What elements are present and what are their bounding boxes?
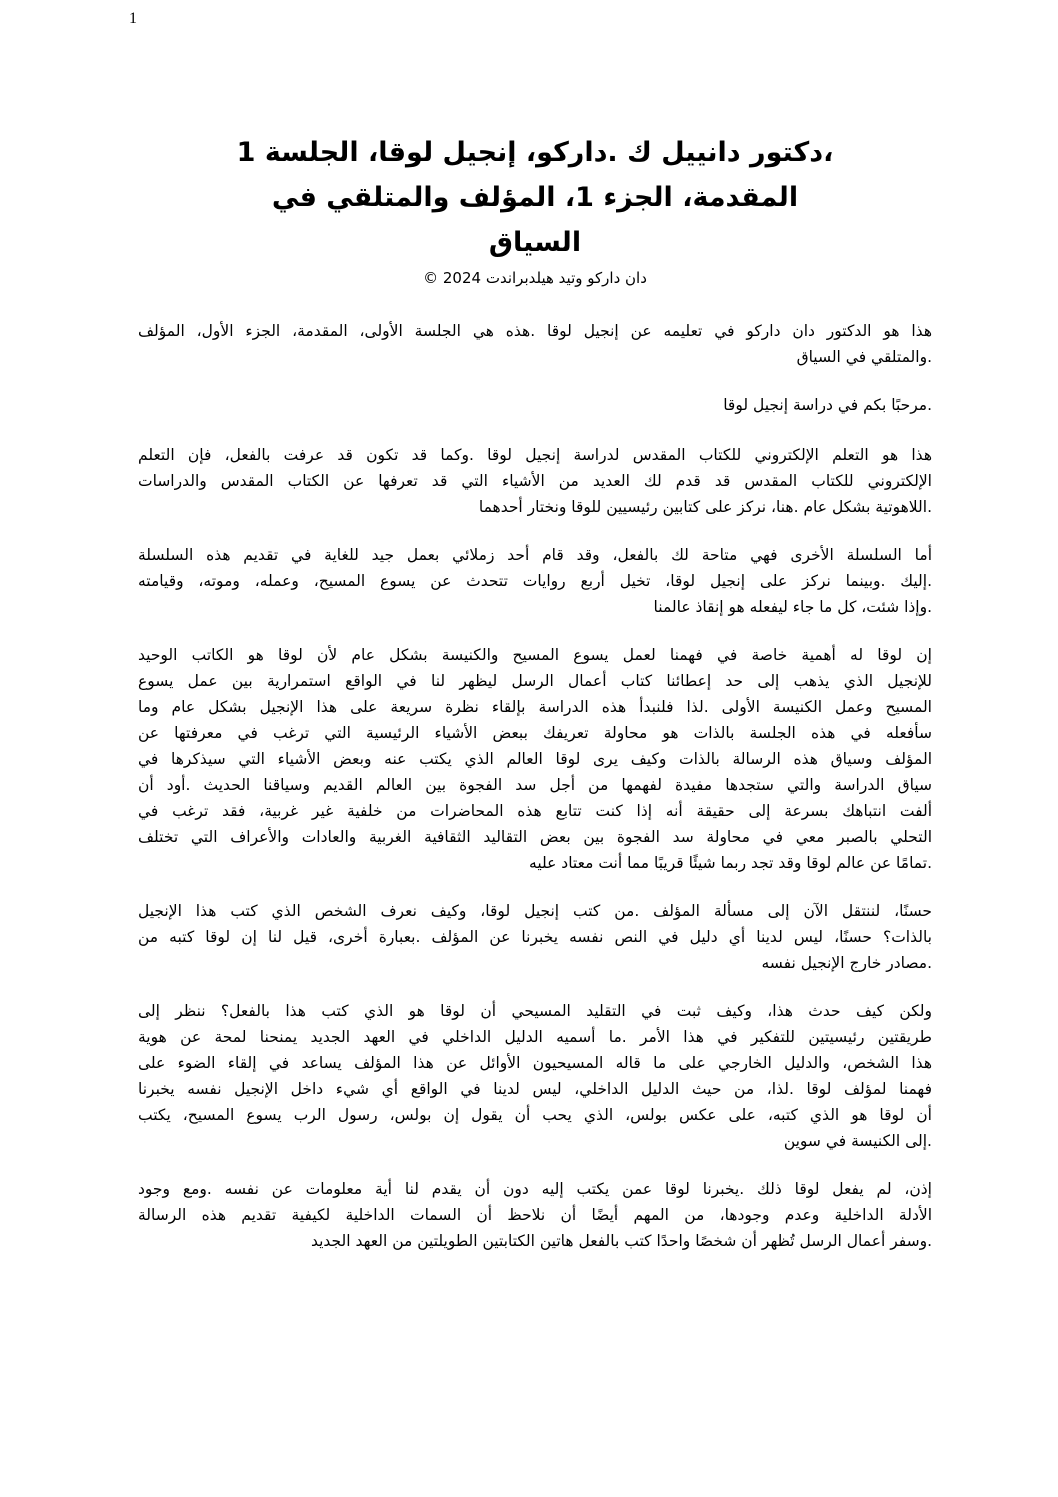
- text-line: .مصادر خارج الإنجيل نفسه: [761, 954, 932, 972]
- text-line: سياق الدراسة والتي ستجدها مفيدة لفهمها من أجل سد الفجوة بين العالم القديم وسياقنا الحديث .أود أن: [138, 776, 932, 794]
- title-line: السياق: [488, 227, 582, 258]
- paragraph: [138, 642, 932, 876]
- text-line: .إلى الكنيسة في سوين: [783, 1132, 932, 1150]
- text-line: فهمنا لمؤلف لوقا .لذا، من حيث الدليل الداخلي، ليس لدينا في الواقع أي شيء داخل الإنجيل نفسه يخبرنا: [138, 1080, 932, 1098]
- text-line: ولكن كيف حدث هذا، وكيف ثبت في التقليد المسيحي أن لوقا هو الذي كتب هذا بالفعل؟ ننظر إلى: [138, 1002, 932, 1020]
- text-line: بالذات؟ حسنًا، ليس لدينا أي دليل في النص نفسه يخبرنا عن المؤلف .بعبارة أخرى، قيل لنا إن لوقا كتبه من: [138, 928, 932, 946]
- text-line: التحلي بالصبر معي في محاولة سد الفجوة بين بعض التقاليد الثقافية الغربية والعادات والأعراف التي تختلف: [138, 828, 932, 846]
- text-line: هذا هو الدكتور دان داركو في تعليمه عن إنجيل لوقا .هذه هي الجلسة الأولى، المقدمة، الجزء الأول، المؤلف: [138, 322, 932, 340]
- text-line: إذن، لم يفعل لوقا ذلك .يخبرنا لوقا عمن يكتب إليه دون أن يقدم لنا أية معلومات عن نفسه .ومع وجود: [138, 1180, 932, 1198]
- paragraph: [138, 542, 932, 620]
- paragraph: [138, 998, 932, 1154]
- text-line: سأفعله في هذه الجلسة بالذات هو محاولة تعريفك ببعض الأشياء الرئيسية التي ترغب في معرفتها عن: [138, 724, 932, 742]
- text-line: .اللاهوتية بشكل عام .هنا، نركز على كتابين رئيسيين للوقا ونختار أحدهما: [478, 498, 932, 516]
- text-line: المسيح وعمل الكنيسة الأولى .لذا فلنبدأ هذه الدراسة بإلقاء نظرة سريعة على هذا الإنجيل بشكل عام وما: [138, 698, 932, 716]
- title-line: ،دكتور دانييل ك .داركو، إنجيل لوقا، الجلسة 1: [236, 137, 834, 168]
- copyright-line: دان داركو وتيد هيلدبراندت 2024 ©: [423, 269, 647, 287]
- paragraph: [138, 898, 932, 976]
- text-line: للإنجيل الذي يذهب إلى حد إعطائنا كتاب أعمال الرسل ليظهر لنا في الواقع استمرارية بين عمل يسوع: [138, 672, 932, 690]
- text-line: المؤلف وسياق هذه الرسالة بالذات وكيف يرى لوقا العالم الذي يكتب عنه وبعض الأشياء التي سيذكرها في: [138, 750, 932, 768]
- text-line: ألفت انتباهك بسرعة إلى حقيقة أنه إذا كنت تتابع هذه المحاضرات من خلفية غير غربية، فقد ترغب في: [138, 802, 932, 820]
- text-line: هذا هو التعلم الإلكتروني للكتاب المقدس لدراسة إنجيل لوقا .وكما قد تكون قد عرفت بالفعل، فإن التعلم: [138, 446, 932, 464]
- text-line: هذا الشخص، والدليل الخارجي على ما قاله المسيحيون الأوائل عن هذا المؤلف يساعد في إلقاء الضوء على: [138, 1054, 932, 1072]
- text-line: أما السلسلة الأخرى فهي متاحة لك بالفعل، وقد قام أحد زملائي بعمل جيد للغاية في تقديم هذه السلسلة: [138, 546, 932, 564]
- text-line: إن لوقا له أهمية خاصة في فهمنا لعمل يسوع المسيح والكنيسة بشكل عام لأن لوقا هو الكاتب الوحيد: [138, 646, 932, 664]
- text-line: أن لوقا هو الذي كتبه، على عكس بولس، الذي يحب أن يقول إن بولس، رسول الرب يسوع المسيح، يكتب: [138, 1106, 932, 1124]
- text-line: .مرحبًا بكم في دراسة إنجيل لوقا: [723, 396, 932, 414]
- text-line: الأدلة الداخلية وعدم وجودها، من المهم أيضًا أن نلاحظ أن السمات الداخلية لكيفية تقديم هذه الرسالة: [138, 1206, 932, 1224]
- text-line: طريقتين رئيسيتين للتفكير في هذا الأمر .ما أسميه الدليل الداخلي في العهد الجديد يمنحنا لمحة عن هوية: [138, 1028, 932, 1046]
- text-line: الإلكتروني للكتاب المقدس قد قدم لك العديد من الأشياء التي قد تعرفها عن الكتاب المقدس والدراسات: [138, 472, 932, 490]
- text-line: .والمتلقي في السياق: [796, 348, 932, 366]
- text-line: حسنًا، لننتقل الآن إلى مسألة المؤلف .من كتب إنجيل لوقا، وكيف نعرف الشخص الذي كتب هذا الإنجيل: [138, 902, 932, 920]
- document-body: [138, 318, 932, 1276]
- page-number: 1: [129, 10, 137, 27]
- paragraph: [138, 392, 932, 418]
- text-line: .وسفر أعمال الرسل تُظهر أن شخصًا واحدًا كتب بالفعل هاتين الكتابتين الطويلتين من العهد الجديد: [310, 1232, 932, 1250]
- text-line: .إليك .وبينما نركز على إنجيل لوقا، تخيل أربع روايات تتحدث عن يسوع المسيح، وعمله، وموته، وقيامته: [138, 572, 932, 590]
- text-line: .تمامًا عن عالم لوقا وقد تجد ربما شيئًا قريبًا مما أنت معتاد عليه: [529, 854, 932, 872]
- paragraph: [138, 318, 932, 370]
- document-title: [140, 130, 930, 265]
- title-line: المقدمة، الجزء 1، المؤلف والمتلقي في: [271, 182, 799, 213]
- paragraph: [138, 1176, 932, 1254]
- paragraph: [138, 442, 932, 520]
- text-line: .وإذا شئت، كل ما جاء ليفعله هو إنقاذ عالمنا: [653, 598, 932, 616]
